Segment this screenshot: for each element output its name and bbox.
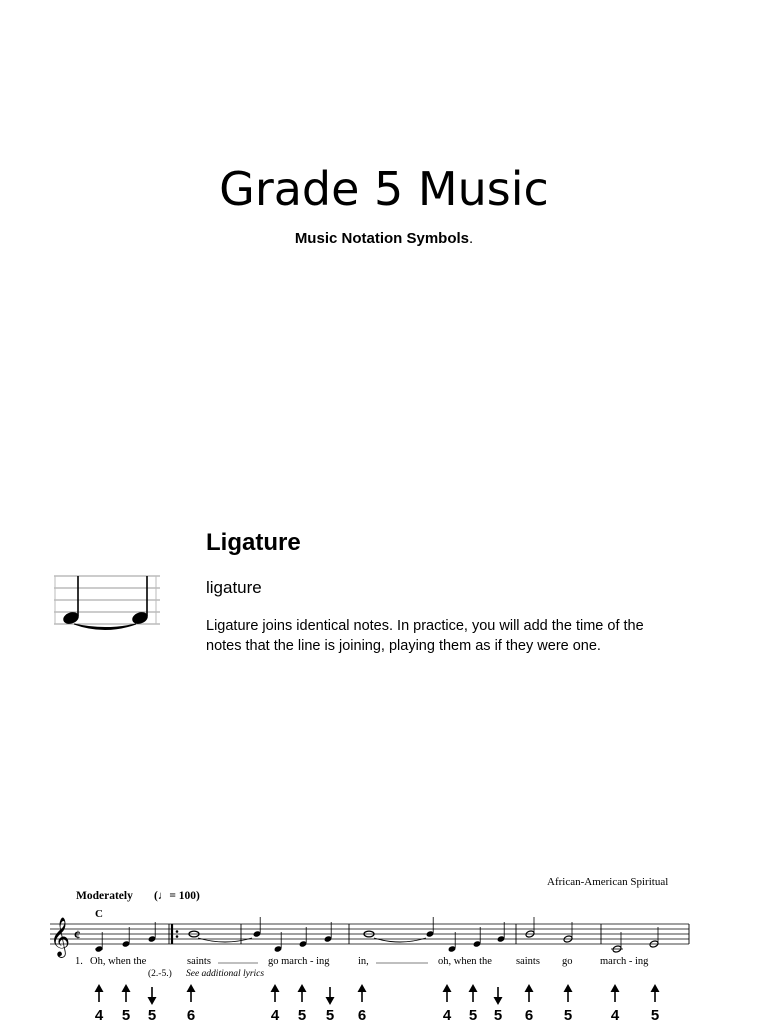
harp-tab-8 [358, 984, 367, 1024]
harp-tab-12 [525, 984, 534, 1024]
lyric-4: in, [358, 956, 369, 967]
hole-number: 5 [325, 1007, 335, 1024]
term-description: Ligature joins identical notes. In practice, you will add the time of the notes that the line is joining, playing them as if they were one. [206, 618, 644, 654]
arrow-head-icon [651, 984, 660, 992]
harmonica-tab [0, 980, 768, 1024]
harp-tab-10 [469, 984, 478, 1024]
staff-lines [50, 924, 689, 944]
arrow-head-icon [326, 997, 335, 1005]
lyric-6: saints [516, 956, 540, 967]
arrow-head-icon [95, 984, 104, 992]
tempo-marking: Moderately [76, 890, 133, 902]
hole-number: 5 [493, 1007, 503, 1024]
harp-tab-1 [95, 984, 104, 1024]
hole-number: 4 [270, 1007, 280, 1024]
harp-tab-5 [271, 984, 280, 1024]
arrow-head-icon [358, 984, 367, 992]
hole-number: 5 [563, 1007, 573, 1024]
arrow-head-icon [443, 984, 452, 992]
hole-number: 6 [186, 1007, 196, 1024]
lyric-8: march - ing [600, 956, 649, 967]
term-label: ligature [206, 578, 262, 597]
arrow-head-icon [298, 984, 307, 992]
subtitle-text: Music Notation Symbols [294, 230, 469, 247]
arrow-head-icon [525, 984, 534, 992]
subtitle-period: . [469, 230, 474, 247]
additional-lyrics-note: See additional lyrics [186, 969, 265, 979]
harp-tab-13 [564, 984, 573, 1024]
treble-clef-icon: 𝄞 [50, 919, 71, 956]
attribution: African-American Spiritual [547, 876, 669, 888]
ligature-illustration [52, 572, 162, 632]
hole-number: 4 [94, 1007, 104, 1024]
harp-tab-15 [651, 984, 660, 1024]
additional-verses: (2.-5.) [148, 969, 172, 979]
arrow-head-icon [469, 984, 478, 992]
harp-tab-9 [443, 984, 452, 1024]
arrow-head-icon [271, 984, 280, 992]
tempo-value: (♩= 100) [154, 890, 200, 902]
harp-tab-11 [494, 987, 503, 1024]
lyric-7: go [562, 956, 573, 967]
hole-number: 5 [650, 1007, 660, 1024]
hole-number: 4 [442, 1007, 452, 1024]
arrow-head-icon [148, 997, 157, 1005]
hole-number: 6 [524, 1007, 534, 1024]
harp-tab-7 [326, 987, 335, 1024]
lyric-1: Oh, when the [90, 956, 147, 967]
section-heading: Ligature [206, 529, 301, 556]
arrow-head-icon [187, 984, 196, 992]
hole-number: 4 [610, 1007, 620, 1024]
page-subtitle [0, 230, 768, 247]
lyrics [75, 956, 649, 979]
harp-tab-3 [148, 987, 157, 1024]
hole-number: 5 [121, 1007, 131, 1024]
lyric-5: oh, when the [438, 956, 492, 967]
lyric-3: go march - ing [268, 956, 330, 967]
chord-symbol: C [95, 908, 103, 920]
arrow-head-icon [564, 984, 573, 992]
harp-tab-4 [187, 984, 196, 1024]
cut-time-icon: ¢ [74, 927, 81, 942]
verse-number: 1. [75, 956, 83, 967]
page-title: Grade 5 Music [219, 162, 549, 216]
harp-tab-6 [298, 984, 307, 1024]
arrow-head-icon [122, 984, 131, 992]
hole-number: 5 [468, 1007, 478, 1024]
harp-tab-14 [611, 984, 620, 1024]
sheet-music [40, 868, 700, 983]
lyric-2: saints [187, 956, 211, 967]
harp-tab-2 [122, 984, 131, 1024]
hole-number: 6 [357, 1007, 367, 1024]
hole-number: 5 [297, 1007, 307, 1024]
notes [95, 917, 659, 953]
arrow-head-icon [494, 997, 503, 1005]
arrow-head-icon [611, 984, 620, 992]
hole-number: 5 [147, 1007, 157, 1024]
